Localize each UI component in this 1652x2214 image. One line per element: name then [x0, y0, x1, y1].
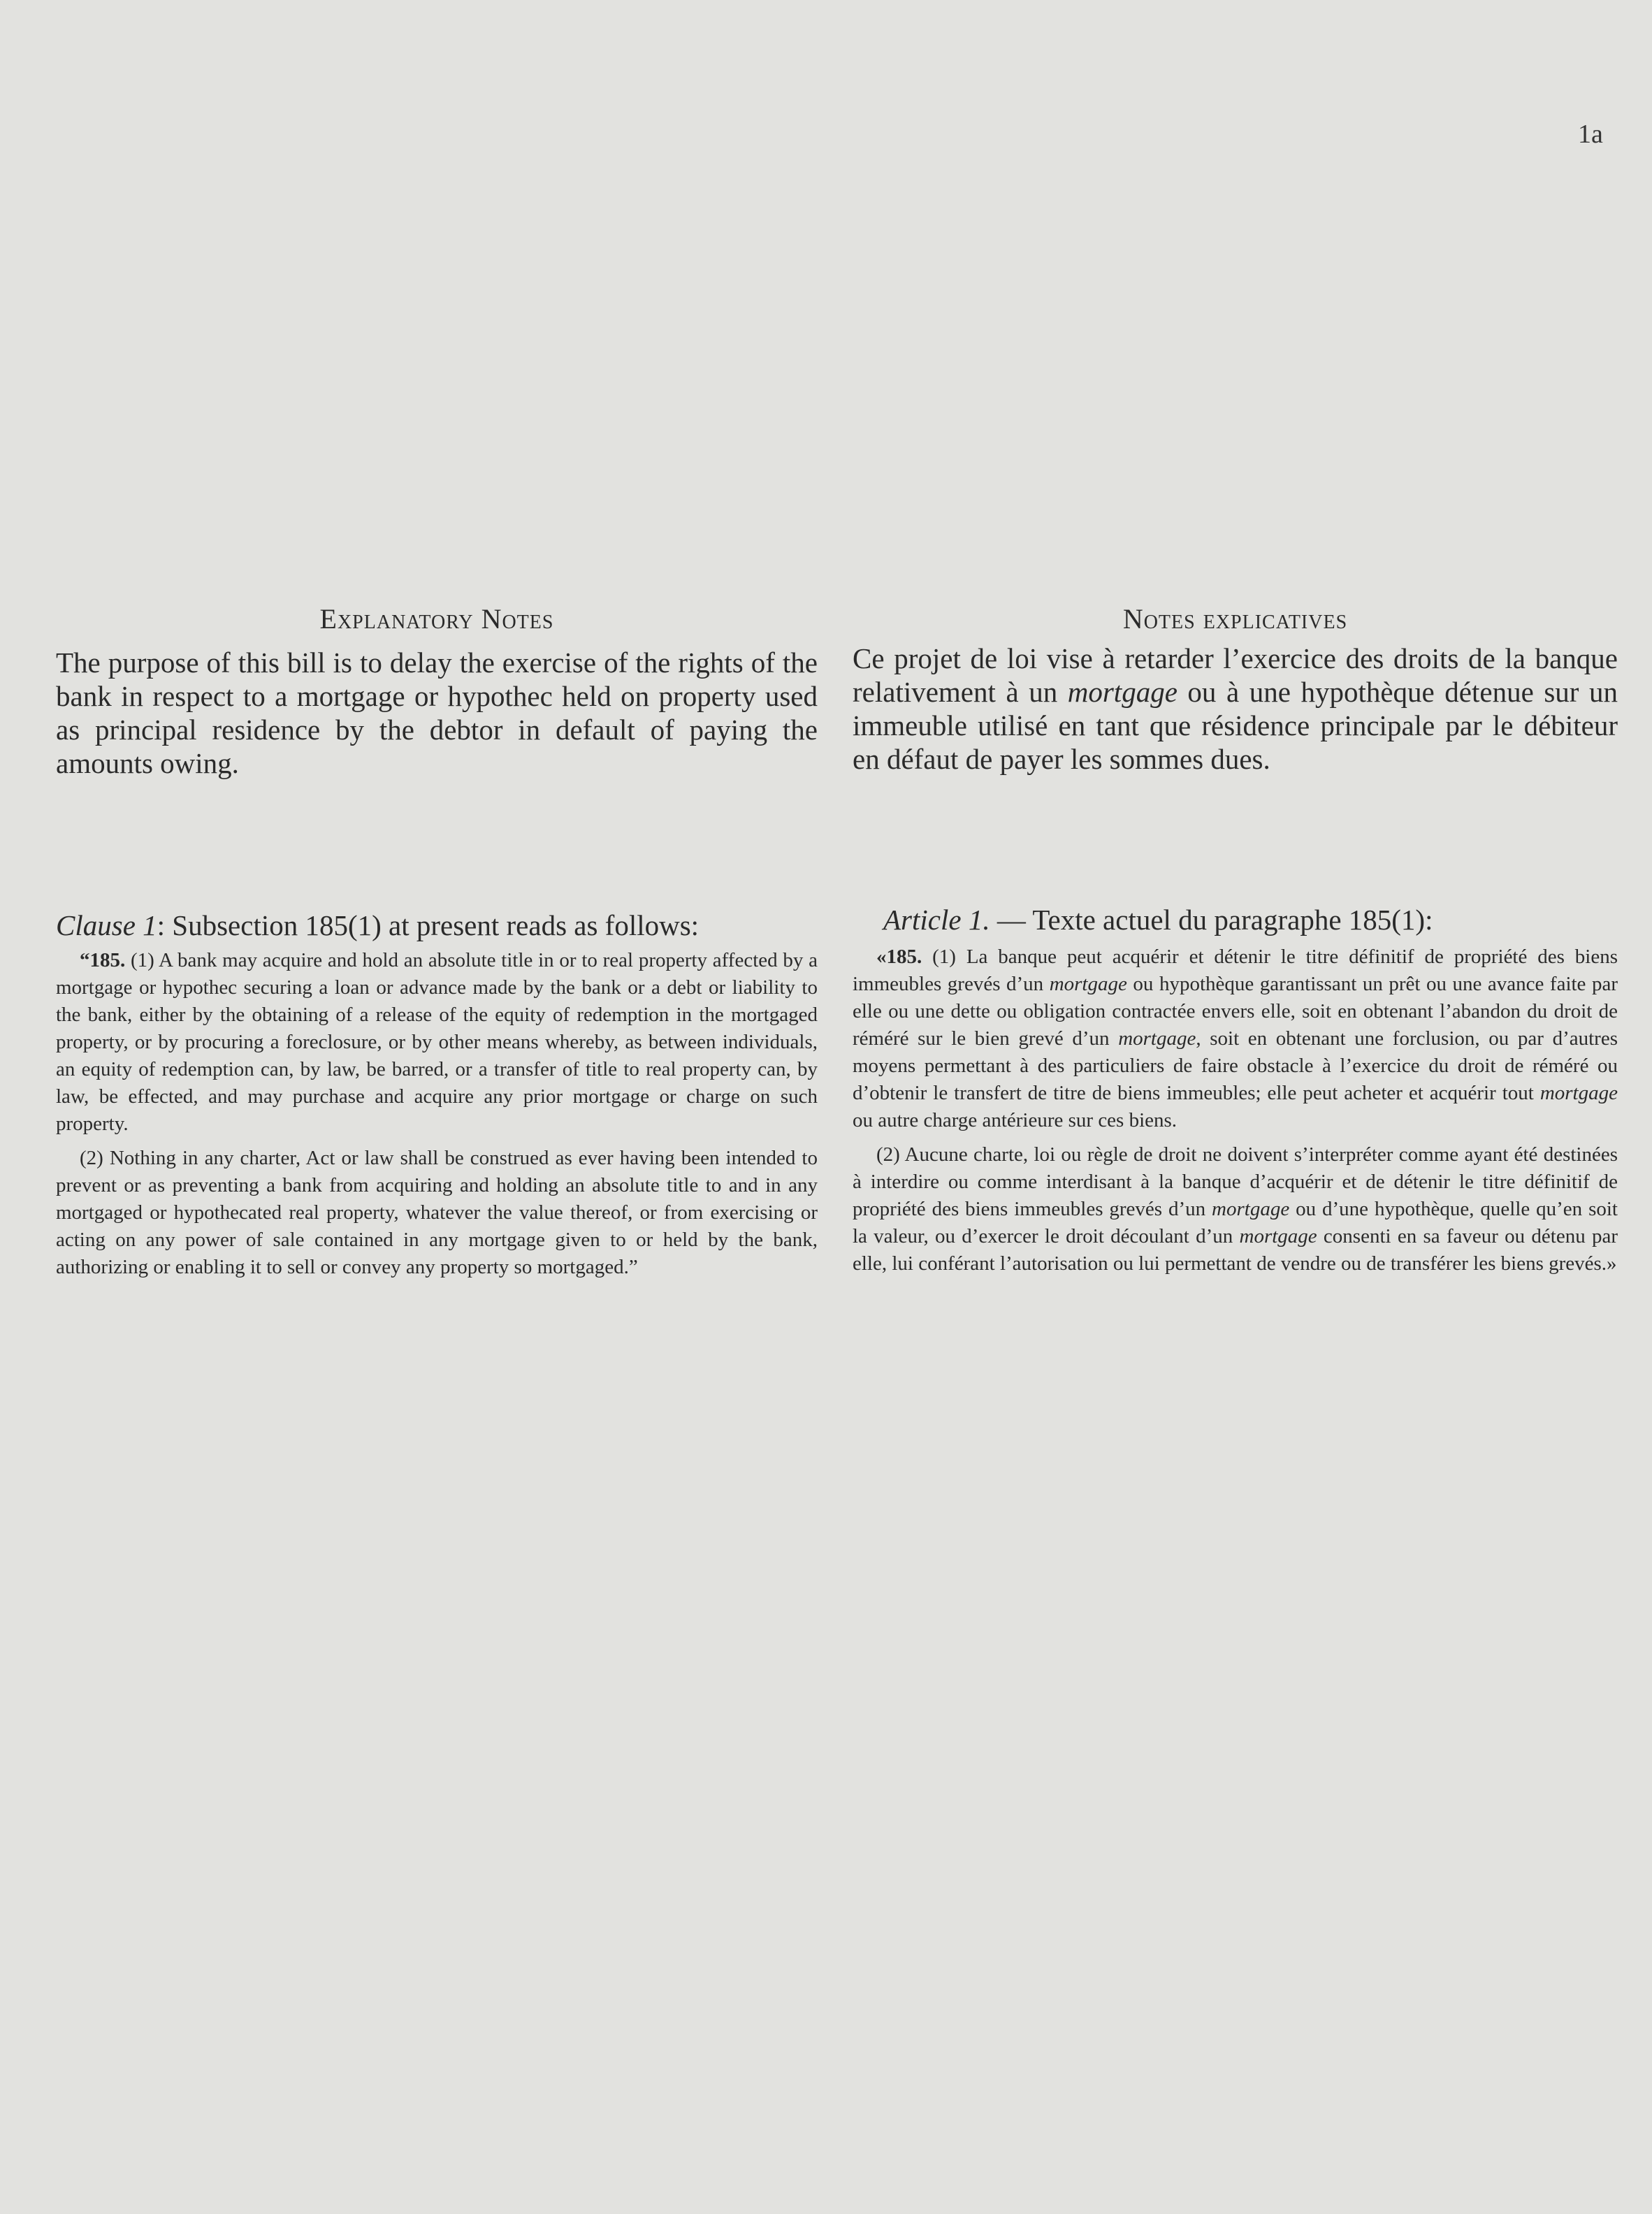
text-part: (2) Aucune charte, loi ou règle de droit ne doivent s’interpréter comme ayant été destinées à interdire ou comme interdisant à la banque d’acquérir et de détenir le titre définitif de propriété des biens immeubles grevés d’un: [853, 1143, 1618, 1220]
english-clause-title: [56, 909, 699, 942]
italic-term: mortgage: [1212, 1198, 1290, 1220]
text-part: (1) La banque peut acquérir et détenir le titre définitif de propriété des biens immeubles grevés d’un: [853, 946, 1618, 995]
french-summary-part: Ce projet de loi vise à retarder l’exercice des droits de la banque relativement à un: [853, 642, 1618, 708]
italic-term: mortgage: [1539, 1082, 1618, 1104]
text-part: ou autre charge antérieure sur ces biens.: [853, 1109, 1178, 1131]
french-summary-part: ou à une hypothèque détenue sur un immeuble utilisé en tant que résidence principale par le débiteur en défaut de payer les sommes dues.: [853, 676, 1618, 775]
english-subsection-2: (2) Nothing in any charter, Act or law shall be construed as ever having been intended to prevent or as preventing a bank from acquiring and holding an absolute title to and in any mortgaged or hypothecated real property, whatever the value thereof, or from exercising or acting on any power of sale contained in any mortgage given to or held by the bank, authorizing or enabling it to sell or convey any property so mortgaged.”: [56, 1147, 818, 1278]
text-part: ou d’une hypothèque, quelle qu’en soit la valeur, ou d’exercer le droit découlant d’un: [853, 1198, 1618, 1247]
text-part: , soit en obtenant une forclusion, ou par d’autres moyens permettant à des particuliers de faire obstacle à l’exercice du droit de réméré ou d’obtenir le transfert de titre de biens immeubles; elle peut acheter et acquérir tout: [853, 1027, 1618, 1104]
clause-label: Clause 1: [56, 909, 157, 941]
english-clause-body: [56, 947, 818, 1288]
text-part: ou hypothèque garantissant un prêt ou une avance faite par elle ou une dette ou obligation contractée envers elle, soit en obtenant l’abandon du droit de réméré sur le bien grevé d’un: [853, 973, 1618, 1050]
french-clause-body: [853, 943, 1618, 1285]
italic-term: mortgage: [1239, 1225, 1317, 1247]
english-summary: The purpose of this bill is to delay the exercise of the rights of the bank in respect to a mortgage or hypothec held on property used as principal residence by the debtor in default of paying the amounts owing.: [56, 646, 818, 779]
subsection-1-text: (1) A bank may acquire and hold an absolute title in or to real property affected by a mortgage or hypothec securing a loan or advance made by the bank or a debt or liability to the bank, either by the obtaining of a release of the equity of redemption in the mortgaged property, or by procuring a foreclosure, or by other means whereby, as between individuals, an equity of redemption can, by law, be barred, or a transfer of title to real property can, by law, be effected, and may purchase and acquire any prior mortgage or charge on such property.: [56, 949, 818, 1135]
explanatory-notes-heading: Explanatory Notes: [319, 603, 554, 635]
text-part: consenti en sa faveur ou détenu par elle, lui conférant l’autorisation ou lui permettant de vendre ou de transférer les biens grevés.»: [853, 1225, 1618, 1275]
notes-explicatives-heading: Notes explicatives: [1122, 603, 1348, 635]
article-label: Article 1.: [883, 904, 990, 936]
french-subsection-1: [853, 943, 1618, 1134]
italic-term: mortgage: [1049, 973, 1127, 995]
section-number: “185.: [80, 949, 126, 971]
section-number: «185.: [876, 946, 922, 968]
article-intro: — Texte actuel du paragraphe 185(1):: [990, 904, 1433, 936]
english-subsection-1: [56, 947, 818, 1138]
french-clause-title: [883, 903, 1433, 936]
french-summary-italic: mortgage: [1067, 676, 1178, 708]
page-number: 1a: [1578, 120, 1603, 149]
french-subsection-2: [853, 1141, 1618, 1278]
italic-term: mortgage: [1118, 1027, 1196, 1050]
clause-intro: : Subsection 185(1) at present reads as follows:: [157, 909, 700, 941]
french-summary: [853, 642, 1618, 776]
